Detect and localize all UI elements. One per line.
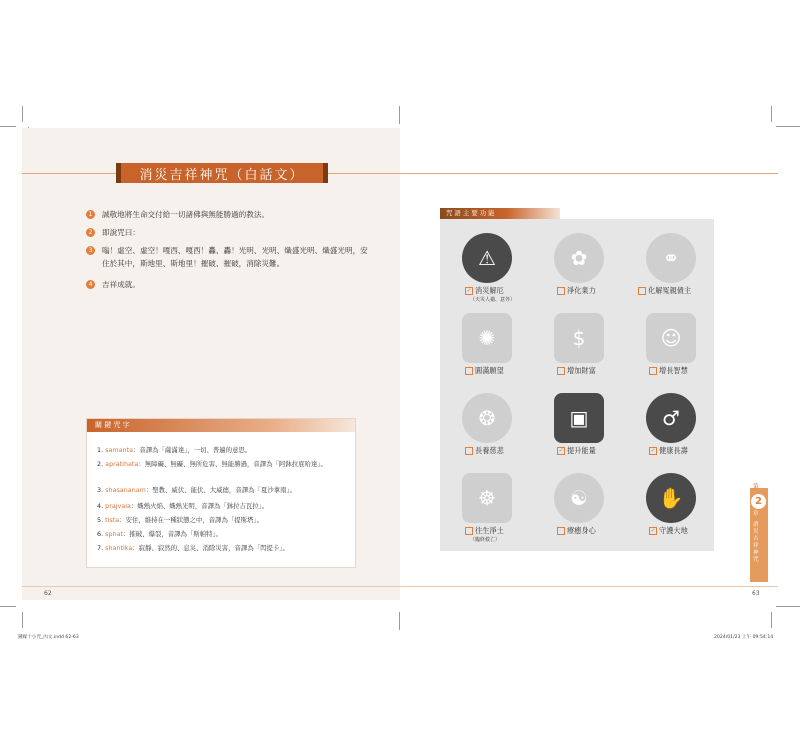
checkbox-checked-icon: ✓ (558, 447, 564, 454)
wealth-icon: $ (554, 313, 604, 363)
function-label (557, 446, 596, 456)
verse-number: 1 (86, 210, 95, 219)
function-label-text: 淨化業力 (567, 286, 596, 295)
keyword-term: shantika (105, 544, 133, 552)
compassion-icon: ❂ (462, 393, 512, 443)
function-panel-header: 咒 語 主 要 功 能 (440, 208, 560, 219)
function-label-text: 長養慈悲 (475, 446, 504, 455)
divider-line (400, 586, 778, 587)
verse-text: 吉祥成就。 (102, 280, 140, 289)
crop-mark (399, 106, 400, 124)
function-label-text: 療癒身心 (567, 526, 596, 535)
reconcile-icon: ⚭ (646, 233, 696, 283)
checkbox-icon (465, 367, 473, 375)
function-label-text: 往生淨土 (475, 526, 504, 535)
page-number-left: 62 (44, 590, 52, 597)
crop-mark (0, 126, 16, 127)
function-label-text: 化解冤親債主 (648, 286, 692, 295)
checkbox-icon (557, 287, 565, 295)
function-label (638, 286, 691, 296)
keyword-num: 6. (97, 530, 104, 538)
keyword-desc: ：熾熱火焰、熾熱光明，音譯為「鉢拉吉瓦拉」。 (130, 502, 269, 510)
keyword-desc: ：安住，維持在一種狀態之中，音譯為「提斯塔」。 (119, 516, 263, 524)
page-number-right: 63 (752, 590, 760, 597)
earth-icon: ✋ (646, 473, 696, 523)
disaster-icon: ⚠ (462, 233, 512, 283)
function-label (465, 286, 504, 296)
verse-number: 3 (86, 246, 95, 255)
keyword-item (97, 515, 347, 525)
crop-mark (399, 612, 400, 630)
chapter-number: 2 (751, 494, 766, 509)
verse-number: 4 (86, 280, 95, 289)
purify-icon: ✿ (554, 233, 604, 283)
keyword-num: 2. (97, 460, 104, 468)
function-label (465, 526, 504, 536)
verse-number: 2 (86, 228, 95, 237)
keyword-item (97, 445, 347, 455)
checkbox-icon (557, 527, 565, 535)
function-sublabel: （臨終救亡） (470, 537, 501, 543)
function-label (465, 366, 504, 376)
keyword-num: 5. (97, 516, 104, 524)
function-sublabel: （天災人禍、意外） (470, 297, 516, 303)
verse-text: 即說咒曰： (102, 228, 140, 237)
function-label-text: 消災解厄 (475, 286, 504, 295)
keyword-item (97, 529, 347, 539)
pure-land-icon: ☸ (462, 473, 512, 523)
keyword-desc: ：音譯為「薩滿達」，一切、普遍的意思。 (133, 446, 252, 454)
keyword-item (97, 501, 347, 511)
page-title (116, 163, 328, 183)
checkbox-checked-icon: ✓ (650, 447, 656, 454)
checkbox-icon (465, 527, 473, 535)
checkbox-icon (649, 367, 657, 375)
function-label-text: 守護大地 (659, 526, 688, 535)
chapter-tab-text: 消災吉祥神咒 (753, 522, 759, 563)
health-icon: ♂ (646, 393, 696, 443)
verse-text: 誠敬地將生命交付給一切諸佛與無能勝過的教法。 (102, 210, 270, 219)
keyword-term: sphat (105, 530, 124, 538)
keyword-num: 4. (97, 502, 104, 510)
keyword-term: prajvala (105, 502, 131, 510)
checkbox-checked-icon: ✓ (466, 287, 472, 294)
chapter-tab-top: 第 (753, 484, 759, 490)
keyword-box (86, 418, 356, 568)
date-info: 2024/01/23 上午 09:54:14 (714, 635, 774, 640)
keyword-term: tista (105, 516, 120, 524)
crop-mark (771, 106, 772, 122)
keyword-num: 3. (97, 486, 104, 494)
keyword-header: 關 鍵 咒 字 (87, 419, 355, 432)
crop-mark (776, 606, 800, 607)
keyword-desc: ：聖教、威伏、能伏、大威德，音譯為「夏沙拿南」。 (145, 486, 297, 494)
crop-mark (776, 126, 800, 127)
function-label (649, 446, 688, 456)
function-label (465, 446, 504, 456)
checkbox-checked-icon: ✓ (650, 527, 656, 534)
checkbox-icon (557, 367, 565, 375)
keyword-desc: ：寂靜、寂然的、息災、消除災害，音譯為「閃提卡」。 (132, 544, 289, 552)
divider-line (22, 586, 400, 587)
function-label-text: 圓滿願望 (475, 366, 504, 375)
crop-mark (22, 612, 23, 628)
function-label (649, 526, 688, 536)
keyword-desc: ：無障礙、無礙、無所危害、無能勝過，音譯為「阿鉢拉底哈達」。 (138, 460, 327, 468)
checkbox-icon (465, 447, 473, 455)
function-label-text: 增長智慧 (659, 366, 688, 375)
wish-bag-icon: ✺ (462, 313, 512, 363)
crop-mark (0, 606, 16, 607)
page-title-text: 消災吉祥神咒（白話文） (139, 167, 305, 183)
keyword-item (97, 485, 347, 495)
crop-mark (22, 106, 23, 122)
keyword-term: samanta (105, 446, 134, 454)
wisdom-icon: ☺ (646, 313, 696, 363)
keyword-item (97, 543, 347, 553)
title-notch (323, 163, 328, 183)
checkbox-icon (638, 287, 646, 295)
function-label-text: 提升能量 (567, 446, 596, 455)
crop-mark (771, 612, 772, 628)
keyword-item (97, 459, 347, 469)
function-label (557, 526, 596, 536)
function-label-text: 健康長壽 (659, 446, 688, 455)
keyword-term: shasananam (105, 486, 146, 494)
file-info: 鍾嫁十小咒_內文.indd 62-63 (18, 635, 79, 640)
function-label-text: 增加財富 (567, 366, 596, 375)
function-label (649, 366, 688, 376)
function-label (557, 366, 596, 376)
keyword-num: 7. (97, 544, 104, 552)
energy-icon: ▣ (554, 393, 604, 443)
keyword-num: 1. (97, 446, 104, 454)
chapter-tab-bottom: 章 (753, 511, 759, 517)
verse-text: 嗡！虛空、虛空！嘎西、嘎西！轟、轟！光明、光明、熾盛光明、熾盛光明，安住於其中，斯地里、斯地里！摧破、摧破，消除災難。 (102, 246, 368, 268)
function-label (557, 286, 596, 296)
keyword-desc: ：摧破、爆裂，音譯為「斯帕特」。 (123, 530, 223, 538)
keyword-term: apratihata (105, 460, 139, 468)
healing-icon: ☯ (554, 473, 604, 523)
title-notch (116, 163, 121, 183)
